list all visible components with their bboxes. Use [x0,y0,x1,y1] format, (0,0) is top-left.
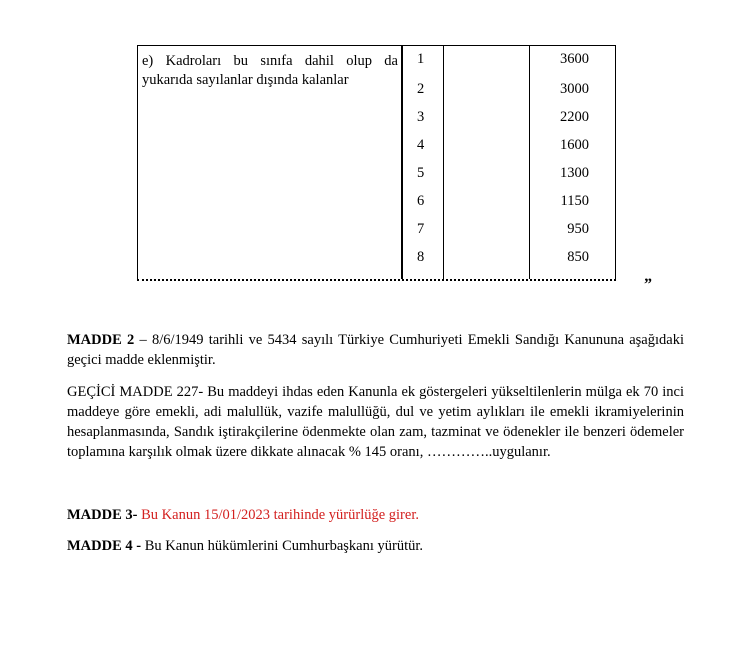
grade-cell: 1 [417,51,425,67]
grade-cell: 5 [417,165,425,181]
value-cell: 3000 [560,81,589,97]
grade-cell: 3 [417,109,425,125]
value-column [530,46,615,279]
madde-3-text: Bu Kanun 15/01/2023 tarihinde yürürlüğe girer. [137,507,419,523]
gecici-madde-text: GEÇİCİ MADDE 227- Bu maddeyi ihdas eden Kanunla ek göstergeleri yükseltilenlerin mülga ek 70 inci maddeye göre emekli, adi malullük, vazife malullüğü, dul ve yetim aylıkları ile emekli ikramiyelerinin hesaplanmasında, Sandık iştirakçilerine ödenmekte olan zam, tazminat ve ödenekler ile benzeri ödemeler toplamına karşılık olmak üzere dikkate alınacak % 145 oranı, …………..uygulanır. [67,384,684,460]
value-cell: 1150 [560,193,589,209]
closing-quote: ” [644,276,652,293]
grade-cell: 7 [417,221,425,237]
grade-cell: 2 [417,81,425,97]
grade-cell: 4 [417,137,425,153]
madde-4-text: Bu Kanun hükümlerini Cumhurbaşkanı yürütür. [141,538,424,554]
empty-column [444,46,530,279]
grade-column [403,46,444,279]
value-cell: 2200 [560,109,589,125]
madde-3-paragraph [67,505,684,525]
indicator-table [137,45,616,281]
value-cell: 1600 [560,137,589,153]
madde-4-paragraph [67,536,684,556]
value-cell: 3600 [560,51,589,67]
description-line-2: yukarıda sayılanlar dışında kalanlar [142,72,349,88]
grade-cell: 6 [417,193,425,209]
value-cell: 950 [567,221,589,237]
description-column [138,46,403,279]
value-cell: 850 [567,249,589,265]
gecici-madde-paragraph [67,382,684,462]
madde-2-label: MADDE 2 [67,332,135,348]
madde-4-label: MADDE 4 - [67,538,142,554]
grade-cell: 8 [417,249,425,265]
description-line-1: e) Kadroları bu sınıfa dahil olup da [142,53,398,69]
madde-2-text: – 8/6/1949 tarihli ve 5434 sayılı Türkiye Cumhuriyeti Emekli Sandığı Kanununa aşağıdaki geçici madde eklenmiştir. [67,332,684,368]
madde-3-label: MADDE 3- [67,507,138,523]
description-cell [142,52,398,90]
value-cell: 1300 [560,165,589,181]
madde-2-paragraph [67,330,684,370]
